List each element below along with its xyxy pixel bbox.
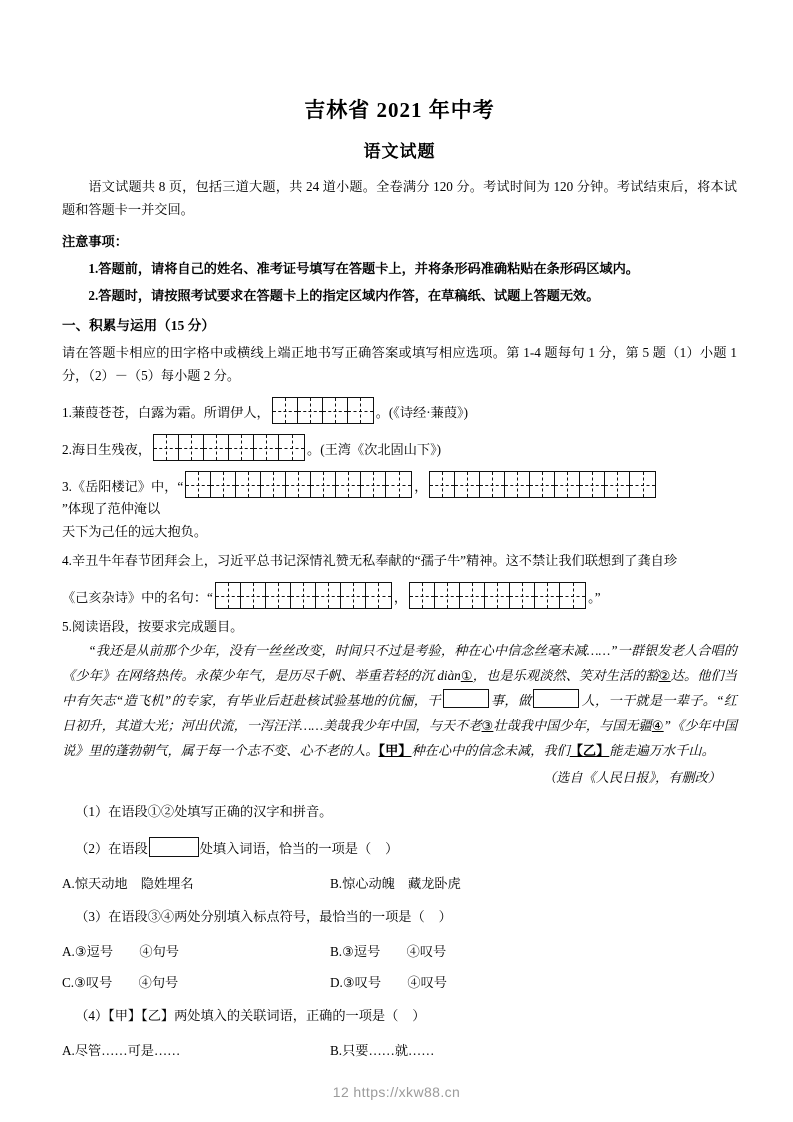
- question-4-mid: ，: [393, 590, 408, 606]
- option-a[interactable]: A.③逗号 ④句号: [62, 943, 179, 959]
- subquestion-1: （1）在语段①②处填写正确的汉字和拼音。: [75, 804, 333, 820]
- question-3-tail: ”体现了范仲淹以: [62, 501, 161, 517]
- intro-paragraph: 语文试题共 8 页，包括三道大题，共 24 道小题。全卷满分 120 分。考试时间为 120 分钟。考试结束后，将本试题和答题卡一并交回。: [62, 179, 737, 218]
- option-d[interactable]: D.③叹号 ④叹号: [330, 974, 447, 990]
- question-3-lead: 《岳阳楼记》中，“: [71, 479, 184, 495]
- passage-part-e: 人，一干就是一辈子。“红日初升，其道大光；河出伏流，一泻汪洋……美哉我少年中国，与天不老: [62, 693, 737, 734]
- question-4: [62, 582, 737, 609]
- notice-item-2: 2.答题时，请按照考试要求在答题卡上的指定区域内作答，在草稿纸、试题上答题无效。: [88, 288, 600, 304]
- section-heading-1: 一、积累与运用（15 分）: [62, 318, 215, 334]
- subquestion-2-label-c: ）: [385, 840, 399, 856]
- subquestion-3-options-row1: [62, 941, 737, 963]
- question-5-stem-text: 阅读语段，按要求完成题目。: [71, 619, 244, 635]
- grid-cell[interactable]: [535, 583, 560, 608]
- option-c[interactable]: C.③叹号 ④句号: [62, 974, 179, 990]
- answer-grid[interactable]: [272, 397, 374, 424]
- passage-marker-3: ③: [481, 718, 494, 734]
- option-b[interactable]: B.惊心动魄 藏龙卧虎: [330, 875, 461, 891]
- grid-cell[interactable]: [480, 472, 505, 497]
- grid-cell[interactable]: [435, 583, 460, 608]
- question-1: [62, 397, 737, 424]
- grid-cell[interactable]: [505, 472, 530, 497]
- subquestion-4: [62, 1005, 737, 1027]
- answer-grid[interactable]: [153, 434, 305, 461]
- grid-cell[interactable]: [323, 398, 348, 423]
- question-3: [62, 471, 737, 520]
- grid-cell[interactable]: [348, 398, 373, 423]
- grid-cell[interactable]: [460, 583, 485, 608]
- grid-cell[interactable]: [229, 435, 254, 460]
- passage-marker-yi: 【乙】: [569, 743, 610, 759]
- subquestion-3-options-row2: [62, 972, 737, 994]
- question-3-wrap: 天下为己任的远大抱负。: [62, 524, 208, 540]
- grid-cell[interactable]: [410, 583, 435, 608]
- question-5-stem: [62, 615, 737, 638]
- passage-blank-box-2[interactable]: [533, 689, 579, 708]
- grid-cell[interactable]: [254, 435, 279, 460]
- grid-cell[interactable]: [580, 472, 605, 497]
- notice-label: 注意事项：: [62, 234, 128, 250]
- subquestion-4-label: （4）【甲】【乙】两处填入的关联词语，正确的一项是（: [75, 1007, 399, 1023]
- subquestion-4-label-end: ）: [412, 1007, 426, 1023]
- notice-item-1: 1.答题前，请将自己的姓名、准考证号填写在答题卡上，并将条形码准确粘贴在条形码区域内。: [88, 261, 639, 277]
- grid-cell[interactable]: [530, 472, 555, 497]
- question-3-number: 3.: [62, 479, 72, 495]
- question-5-passage: [62, 638, 737, 763]
- question-2-number: 2.: [62, 442, 72, 458]
- grid-cell[interactable]: [336, 472, 361, 497]
- question-2-lead: 海日生残夜，: [71, 442, 152, 458]
- subquestion-3-label: （3）在语段③④两处分别填入标点符号，最恰当的一项是（: [75, 908, 425, 924]
- passage-marker-jia: 【甲】: [378, 743, 412, 759]
- grid-cell[interactable]: [316, 583, 341, 608]
- subquestion-2: [62, 837, 737, 860]
- grid-cell[interactable]: [273, 398, 298, 423]
- grid-cell[interactable]: [560, 583, 585, 608]
- grid-cell[interactable]: [261, 472, 286, 497]
- grid-cell[interactable]: [430, 472, 455, 497]
- passage-marker-1: ①: [460, 668, 473, 684]
- grid-cell[interactable]: [154, 435, 179, 460]
- option-b[interactable]: B.只要……就……: [330, 1043, 435, 1059]
- passage-part-i: 能走遍万水千山。: [609, 743, 715, 759]
- question-4-number: 4.: [62, 553, 72, 569]
- passage-part-b: ，也是乐观淡然、笑对生活的豁: [472, 668, 659, 684]
- subquestion-4-options: [62, 1040, 737, 1062]
- question-2: [62, 434, 737, 461]
- option-a[interactable]: A.惊天动地 隐姓埋名: [62, 875, 194, 891]
- subquestion-2-label-a: （2）在语段: [75, 840, 148, 856]
- grid-cell[interactable]: [630, 472, 655, 497]
- passage-marker-2: ②: [658, 668, 671, 684]
- question-5-number: 5.: [62, 619, 72, 635]
- grid-cell[interactable]: [455, 472, 480, 497]
- option-a[interactable]: A.尽管……可是……: [62, 1043, 181, 1059]
- grid-cell[interactable]: [555, 472, 580, 497]
- grid-cell[interactable]: [298, 398, 323, 423]
- passage-part-a: “我还是从前那个少年，没有一丝丝改变，时间只不过是考验，种在心中信念丝毫未减……”一群银发老人合唱的《少年》在网络热传。永葆少年气，是历尽千帆、举重若轻的沉 diàn: [62, 643, 737, 684]
- passage-part-d: 事，做: [490, 693, 532, 709]
- grid-cell[interactable]: [241, 583, 266, 608]
- page-title: 吉林省 2021 年中考: [304, 98, 495, 122]
- subquestion-3: [62, 906, 737, 928]
- grid-cell[interactable]: [291, 583, 316, 608]
- question-1-lead: 蒹葭苍苍，白露为霜。所谓伊人，: [71, 405, 270, 421]
- grid-cell[interactable]: [605, 472, 630, 497]
- footer-watermark: 12 https://xkw88.cn: [332, 1084, 461, 1100]
- passage-part-c: 达。他们当中有矢志“造飞机”的专家，有毕业后赶赴核试验基地的伉俪，干: [62, 668, 737, 709]
- page-subtitle: 语文试题: [363, 142, 436, 162]
- grid-cell[interactable]: [341, 583, 366, 608]
- passage-part-g: ”《少年中国说》里的蓬勃朝气，属于每一个志不变、心不老的人。: [62, 718, 738, 759]
- grid-cell[interactable]: [485, 583, 510, 608]
- subquestion-2-options: [62, 873, 737, 895]
- grid-cell[interactable]: [279, 435, 304, 460]
- section-instruction: 请在答题卡相应的田字格中或横线上端正地书写正确答案或填写相应选项。第 1-4 题每句 1 分，第 5 题（1）小题 1 分，（2）－（5）每小题 2 分。: [62, 345, 737, 384]
- question-2-tail: 。(王湾《次北固山下》): [307, 442, 442, 458]
- question-4-lead: 《己亥杂诗》中的名句：“: [62, 590, 213, 606]
- grid-cell[interactable]: [361, 472, 386, 497]
- answer-grid[interactable]: [429, 471, 656, 498]
- question-4-tail: 。”: [588, 590, 601, 606]
- subquestion-2-blank-box[interactable]: [149, 837, 199, 857]
- question-1-number: 1.: [62, 405, 72, 421]
- question-3-mid: ，: [414, 479, 428, 495]
- answer-grid[interactable]: [185, 471, 412, 498]
- subquestion-3-label-end: ）: [438, 908, 452, 924]
- answer-grid[interactable]: [215, 582, 392, 609]
- subquestion-2-label-b: 处填入词语，恰当的一项是（: [199, 840, 372, 856]
- passage-blank-box-1[interactable]: [443, 689, 489, 708]
- grid-cell[interactable]: [216, 583, 241, 608]
- passage-marker-4: ④: [651, 718, 664, 734]
- grid-cell[interactable]: [510, 583, 535, 608]
- grid-cell[interactable]: [204, 435, 229, 460]
- grid-cell[interactable]: [311, 472, 336, 497]
- passage-part-f: 壮哉我中国少年，与国无疆: [493, 718, 652, 734]
- answer-grid[interactable]: [409, 582, 586, 609]
- question-4-stem-text: 辛丑牛年春节团拜会上，习近平总书记深情礼赞无私奉献的“孺子牛”精神。这不禁让我们联想到了龚自珍: [71, 553, 678, 569]
- passage-part-h: 种在心中的信念未减，我们: [411, 743, 570, 759]
- grid-cell[interactable]: [366, 583, 391, 608]
- grid-cell[interactable]: [266, 583, 291, 608]
- grid-cell[interactable]: [186, 472, 211, 497]
- question-4-stem: [62, 549, 737, 572]
- grid-cell[interactable]: [386, 472, 411, 497]
- grid-cell[interactable]: [179, 435, 204, 460]
- grid-cell[interactable]: [286, 472, 311, 497]
- grid-cell[interactable]: [211, 472, 236, 497]
- grid-cell[interactable]: [236, 472, 261, 497]
- question-1-tail: 。(《诗经·蒹葭》): [375, 405, 468, 421]
- option-b[interactable]: B.③逗号 ④叹号: [330, 943, 447, 959]
- passage-source: （选自《人民日报》，有删改）: [542, 770, 721, 786]
